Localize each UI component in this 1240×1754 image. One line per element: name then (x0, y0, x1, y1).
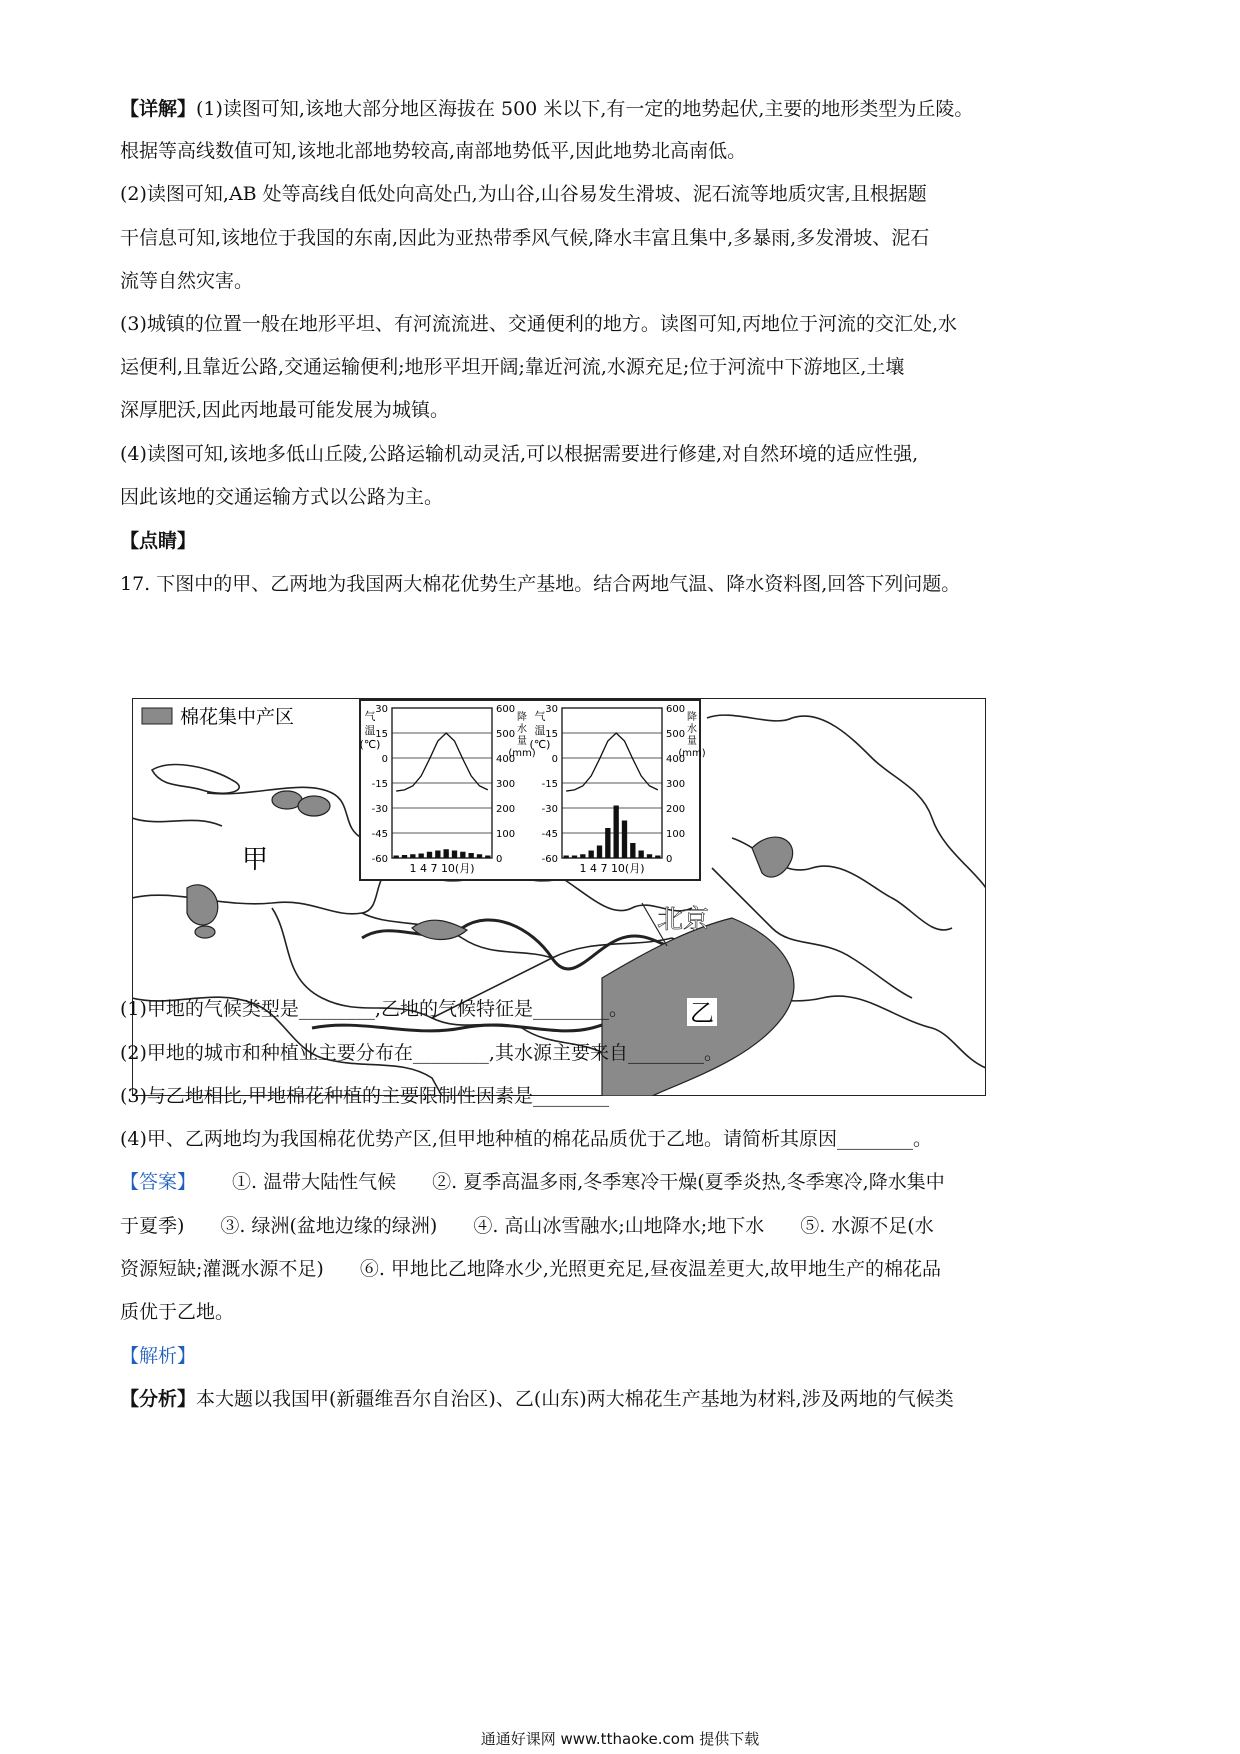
precip-axis-title: 降 (517, 712, 527, 723)
precip-tick: 0 (496, 854, 503, 865)
p4-line2: 因此该地的交通运输方式以公路为主。 (120, 486, 444, 508)
precip-tick: 300 (666, 779, 686, 790)
detail-header: 【详解】 (120, 98, 197, 120)
climate-inset (360, 700, 700, 880)
precip-bar (460, 852, 465, 858)
cotton-region-jia-4 (195, 926, 215, 938)
precip-axis-title: 降 (687, 712, 697, 723)
analysis-label: 【解析】 (120, 1345, 197, 1367)
answer-2: ②. 夏季高温多雨,冬季寒冷干燥(夏季炎热,冬季寒冷,降水集中 (432, 1171, 945, 1193)
p3-line2: 运便利,且靠近公路,交通运输便利;地形平坦开阔;靠近河流,水源充足;位于河流中下游地区,土壤 (120, 356, 905, 378)
month-axis: 1 4 7 10(月) (409, 862, 475, 875)
sub-question-3: (3)与乙地相比,甲地棉花种植的主要限制性因素是________ (120, 1085, 609, 1107)
answer-2-cont: 于夏季) (120, 1215, 185, 1237)
legend-swatch (142, 708, 172, 724)
precip-bar (580, 854, 585, 858)
answer-label: 【答案】 (120, 1171, 197, 1193)
temp-tick: 30 (375, 704, 388, 715)
precip-bar (622, 821, 627, 859)
page-footer: 通通好课网 www.tthaoke.com 提供下载 (480, 1730, 760, 1748)
precip-bar (564, 856, 569, 859)
temp-tick: -60 (371, 854, 388, 865)
temp-tick: 30 (545, 704, 558, 715)
temp-axis-title: 气 (364, 710, 376, 723)
p2-line1: (2)读图可知,AB 处等高线自低处向高处凸,为山谷,山谷易发生滑坡、泥石流等地质灾害,且根据题 (120, 183, 927, 205)
p1-line1: (1)读图可知,该地大部分地区海拔在 500 米以下,有一定的地势起伏,主要的地形类型为丘陵。 (196, 98, 974, 120)
legend-label: 棉花集中产区 (180, 706, 295, 728)
precip-bar (485, 856, 490, 859)
p2-line2: 干信息可知,该地位于我国的东南,因此为亚热带季风气候,降水丰富且集中,多暴雨,多发滑坡、泥石 (120, 227, 930, 249)
precip-tick: 600 (496, 704, 516, 715)
p1-line2: 根据等高线数值可知,该地北部地势较高,南部地势低平,因此地势北高南低。 (120, 140, 747, 162)
answer-line-2 (120, 1212, 934, 1240)
answer-5-cont: 资源短缺;灌溉水源不足) (120, 1258, 324, 1280)
answer-4: ④. 高山冰雪融水;山地降水;地下水 (473, 1215, 765, 1237)
precip-axis-title: (mm) (508, 748, 536, 759)
question-17: 17. 下图中的甲、乙两地为我国两大棉花优势生产基地。结合两地气温、降水资料图,回答下列问题。 (120, 573, 961, 595)
precip-tick: 200 (666, 804, 686, 815)
sub-question-2: (2)甲地的城市和种植业主要分布在________,其水源主要来自________。 (120, 1042, 723, 1064)
dianjing-label: 【点睛】 (120, 530, 197, 552)
precip-tick: 100 (666, 829, 686, 840)
sub-question-1: (1)甲地的气候类型是________,乙地的气候特征是________。 (120, 998, 628, 1020)
fenxi-label: 【分析】 (120, 1388, 197, 1410)
precip-bar (639, 851, 644, 859)
p4-line1: (4)读图可知,该地多低山丘陵,公路运输机动灵活,可以根据需要进行修建,对自然环境的适应性强, (120, 443, 919, 465)
answer-line-3 (120, 1255, 941, 1283)
precip-tick: 300 (496, 779, 516, 790)
temp-tick: -30 (541, 804, 558, 815)
temp-axis-title: 温 (534, 724, 546, 737)
precip-bar (647, 854, 652, 858)
precip-bar (597, 846, 602, 859)
precip-tick: 100 (496, 829, 516, 840)
detail-para-1 (120, 95, 973, 123)
precip-axis-title: 量 (687, 736, 697, 747)
temp-tick: -15 (371, 779, 388, 790)
precip-bar (419, 854, 424, 859)
precip-axis-title: 量 (517, 736, 527, 747)
precip-bar (402, 855, 407, 858)
temp-tick: -30 (371, 804, 388, 815)
precip-bar (435, 851, 440, 859)
precip-bar (444, 849, 449, 858)
fenxi-line (120, 1385, 954, 1413)
temp-tick: -15 (541, 779, 558, 790)
answer-6-cont: 质优于乙地。 (120, 1301, 235, 1323)
temp-tick: -60 (541, 854, 558, 865)
answer-1: ①. 温带大陆性气候 (232, 1171, 397, 1193)
precip-bar (572, 856, 577, 859)
sub-question-4: (4)甲、乙两地均为我国棉花优势产区,但甲地种植的棉花品质优于乙地。请简析其原因________。 (120, 1128, 932, 1150)
precip-tick: 600 (666, 704, 686, 715)
answer-6: ⑥. 甲地比乙地降水少,光照更充足,昼夜温差更大,故甲地生产的棉花品 (359, 1258, 942, 1280)
precip-axis-title: 水 (687, 724, 697, 735)
answer-5: ⑤. 水源不足(水 (800, 1215, 934, 1237)
precip-tick: 500 (496, 729, 516, 740)
precip-bar (394, 856, 399, 859)
precip-bar (630, 843, 635, 858)
label-beijing: 北京 (657, 905, 710, 935)
p3-line3: 深厚肥沃,因此丙地最可能发展为城镇。 (120, 399, 450, 421)
temp-axis-title: (℃) (529, 738, 551, 751)
precip-tick: 200 (496, 804, 516, 815)
month-axis: 1 4 7 10(月) (579, 862, 645, 875)
precip-bar (427, 852, 432, 858)
answer-line-1 (120, 1168, 945, 1196)
temp-tick: -45 (371, 829, 388, 840)
precip-tick: 400 (496, 754, 516, 765)
precip-tick: 400 (666, 754, 686, 765)
label-yi: 乙 (690, 999, 714, 1027)
temp-tick: 15 (375, 729, 388, 740)
precip-tick: 500 (666, 729, 686, 740)
answer-3: ③. 绿洲(盆地边缘的绿洲) (220, 1215, 438, 1237)
precip-bar (410, 854, 415, 858)
temp-axis-title: (℃) (359, 738, 381, 751)
precip-bar (614, 806, 619, 859)
fenxi-text: 本大题以我国甲(新疆维吾尔自治区)、乙(山东)两大棉花生产基地为材料,涉及两地的气候类 (196, 1388, 954, 1410)
temp-tick: 0 (381, 754, 388, 765)
precip-bar (605, 828, 610, 858)
precip-bar (469, 853, 474, 858)
temp-axis-title: 气 (534, 710, 546, 723)
label-jia: 甲 (242, 845, 269, 875)
precip-tick: 0 (666, 854, 673, 865)
cotton-region-jia-2 (298, 796, 330, 816)
precip-axis-title: (mm) (678, 748, 706, 759)
temp-axis-title: 温 (364, 724, 376, 737)
temp-tick: -45 (541, 829, 558, 840)
temp-tick: 0 (551, 754, 558, 765)
p2-line3: 流等自然灾害。 (120, 270, 254, 292)
precip-bar (589, 851, 594, 859)
precip-bar (452, 851, 457, 859)
temp-tick: 15 (545, 729, 558, 740)
cotton-map-figure (132, 698, 986, 1096)
precip-bar (477, 854, 482, 858)
precip-bar (655, 856, 660, 859)
p3-line1: (3)城镇的位置一般在地形平坦、有河流流进、交通便利的地方。读图可知,丙地位于河流的交汇处,水 (120, 313, 957, 335)
precip-axis-title: 水 (517, 724, 527, 735)
